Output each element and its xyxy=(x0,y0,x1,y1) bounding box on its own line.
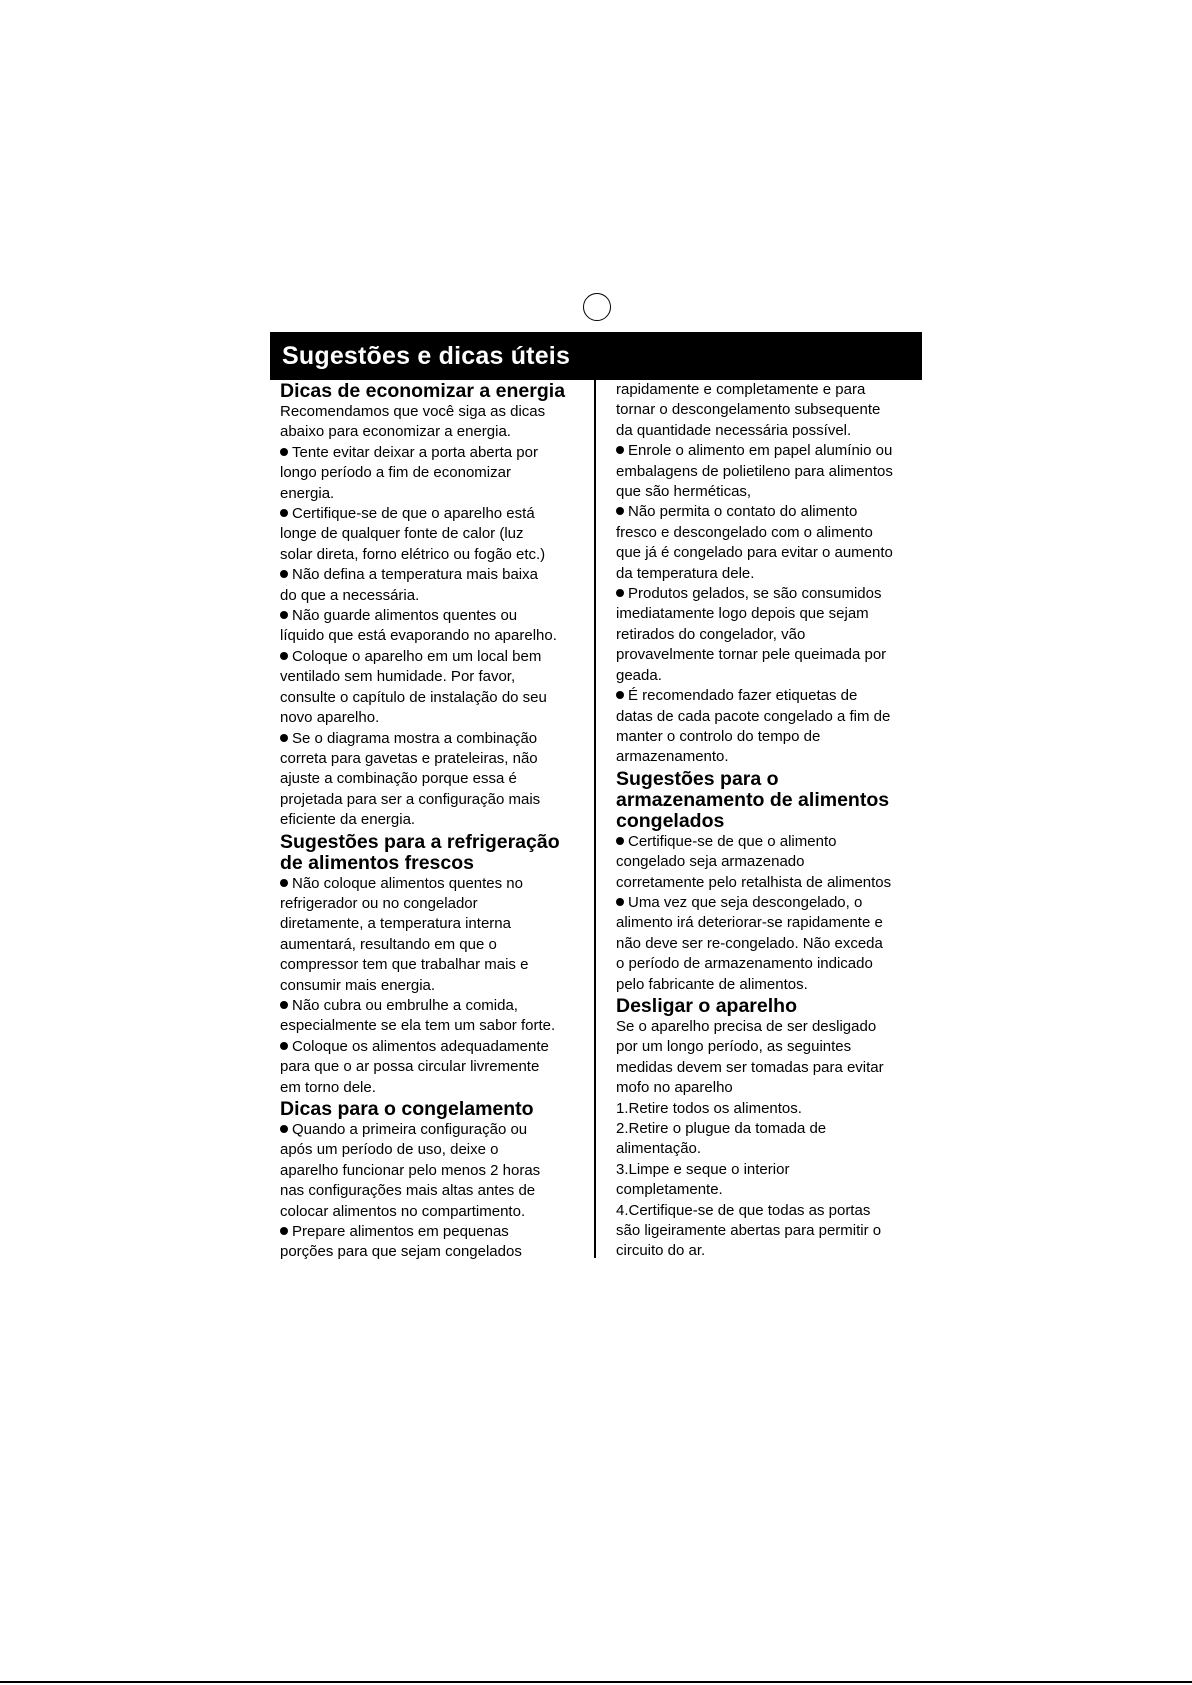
bullet-item: É recomendado fazer etiquetas de datas de cada pacote congelado a fim de manter o controlo do tempo de armazenamento. xyxy=(616,686,916,768)
numbered-step: 1.Retire todos os alimentos. xyxy=(616,1099,802,1117)
left-column xyxy=(280,380,580,1263)
heading-freezing: Dicas para o congelamento xyxy=(280,1098,534,1120)
bullet-item: Coloque o aparelho em um local bem ventilado sem humidade. Por favor, consulte o capítulo de instalação do seu novo aparelho. xyxy=(280,647,580,729)
bullet-item: Se o diagrama mostra a combinação correta para gavetas e prateleiras, não ajuste a combinação porque essa é projetada para ser a configuração mais eficiente da energia. xyxy=(280,729,580,831)
heading-energy-saving: Dicas de economizar a energia xyxy=(280,380,566,402)
bullet-item: Prepare alimentos em pequenas porções para que sejam congelados xyxy=(280,1222,580,1263)
bullet-item: Não guarde alimentos quentes ou líquido que está evaporando no aparelho. xyxy=(280,606,580,647)
bullet-item: Certifique-se de que o aparelho está longe de qualquer fonte de calor (luz solar direta, forno elétrico ou fogão etc.) xyxy=(280,504,580,565)
bullet-item: Não permita o contato do alimento fresco e descongelado com o alimento que já é congelado para evitar o aumento da temperatura dele. xyxy=(616,502,916,584)
numbered-step: 3.Limpe e seque o interior completamente. xyxy=(616,1160,790,1199)
paragraph: Se o aparelho precisa de ser desligado por um longo período, as seguintes medidas devem ser tomadas para evitar mofo no aparelho xyxy=(616,1017,884,1097)
paragraph: rapidamente e completamente e para tornar o descongelamento subsequente da quantidade necessária possível. xyxy=(616,381,881,439)
heading-frozen-storage: Sugestões para o armazenamento de alimentos congelados xyxy=(616,767,890,832)
paragraph: Recomendamos que você siga as dicas abaixo para economizar a energia. xyxy=(280,403,546,441)
bullet-item: Enrole o alimento em papel alumínio ou embalagens de polietileno para alimentos que são herméticas, xyxy=(616,441,916,502)
bullet-item: Certifique-se de que o alimento congelado seja armazenado corretamente pelo retalhista de alimentos xyxy=(616,832,916,893)
bullet-item: Não coloque alimentos quentes no refrigerador ou no congelador diretamente, a temperatura interna aumentará, resultando em que o compressor tem que trabalhar mais e consumir mais energia. xyxy=(280,874,580,996)
bullet-item: Coloque os alimentos adequadamente para que o ar possa circular livremente em torno dele. xyxy=(280,1037,580,1098)
bullet-item: Produtos gelados, se são consumidos imediatamente logo depois que sejam retirados do congelador, vão provavelmente tornar pele queimada por geada. xyxy=(616,584,916,686)
bullet-item: Tente evitar deixar a porta aberta por longo período a fim de economizar energia. xyxy=(280,443,580,504)
page-number-circle xyxy=(583,293,611,321)
bullet-item: Quando a primeira configuração ou após um período de uso, deixe o aparelho funcionar pelo menos 2 horas nas configurações mais altas antes de colocar alimentos no compartimento. xyxy=(280,1120,580,1222)
bullet-item: Não defina a temperatura mais baixa do que a necessária. xyxy=(280,565,580,606)
heading-switch-off: Desligar o aparelho xyxy=(616,994,797,1017)
bottom-rule xyxy=(0,1681,1192,1683)
bullet-item: Não cubra ou embrulhe a comida, especialmente se ela tem um sabor forte. xyxy=(280,996,580,1037)
column-divider xyxy=(594,380,596,1258)
section-header xyxy=(270,332,922,380)
right-column xyxy=(616,380,916,1262)
section-title: Sugestões e dicas úteis xyxy=(282,342,571,370)
numbered-step: 2.Retire o plugue da tomada de alimentação. xyxy=(616,1120,827,1158)
numbered-step: 4.Certifique-se de que todas as portas são ligeiramente abertas para permitir o circuito do ar. xyxy=(616,1201,882,1260)
bullet-item: Uma vez que seja descongelado, o alimento irá deteriorar-se rapidamente e não deve ser re-congelado. Não exceda o período de armazenamento indicado pelo fabricante de alimentos. xyxy=(616,893,916,995)
heading-fresh-food: Sugestões para a refrigeração de alimentos frescos xyxy=(280,830,560,874)
